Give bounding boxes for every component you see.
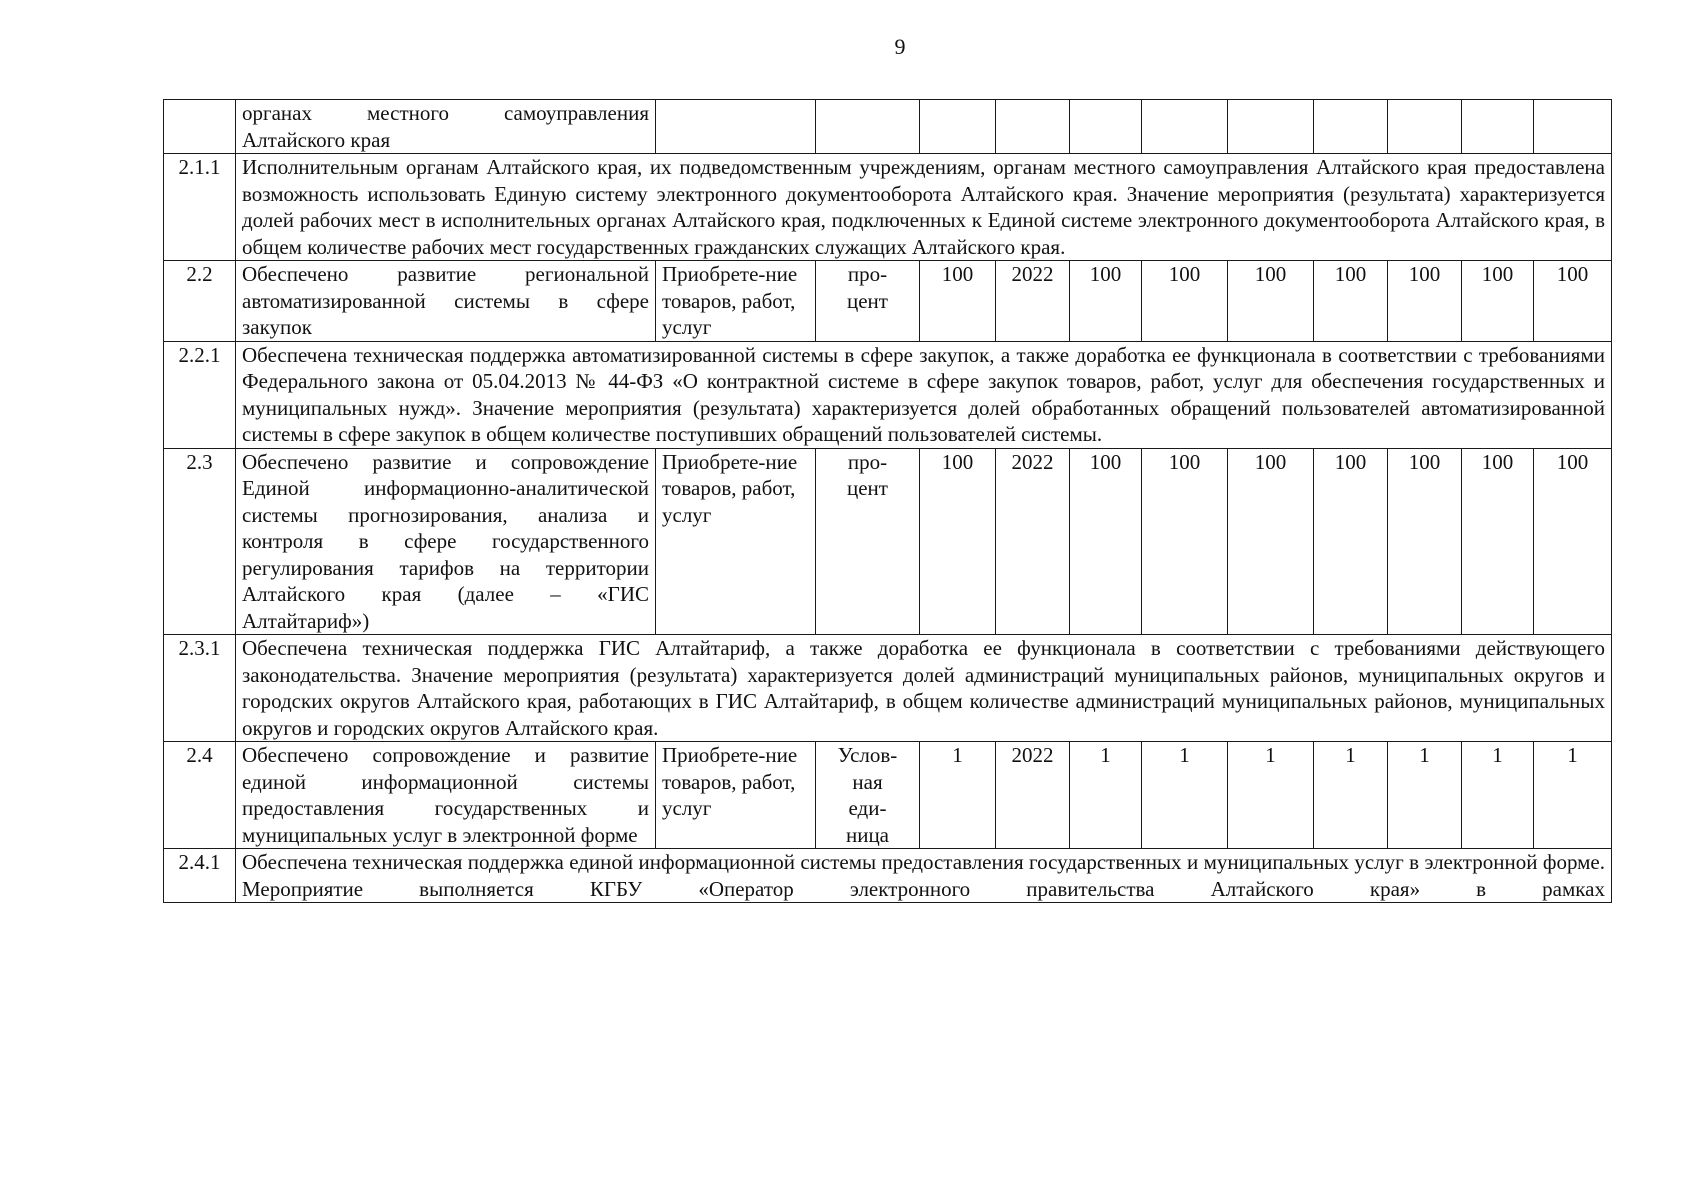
table-row <box>164 341 1612 448</box>
result-description: Обеспечено сопровождение и развитие единой информационной системы предоставления государственных и муниципальных услуг в электронной форме <box>236 742 656 849</box>
base-value: 1 <box>920 742 996 849</box>
base-year: 2022 <box>996 448 1070 635</box>
table-row <box>164 154 1612 261</box>
year-value: 1 <box>1142 742 1228 849</box>
year-value: 100 <box>1388 448 1462 635</box>
year-value: 1 <box>1388 742 1462 849</box>
base-value: 100 <box>920 448 996 635</box>
table-row <box>164 635 1612 742</box>
empty-cell <box>920 100 996 154</box>
result-description: органах местного самоуправления Алтайского края <box>236 100 656 154</box>
activity-description: Обеспечена техническая поддержка единой информационной системы предоставления государственных и муниципальных услуг в электронной форме. Мероприятие выполняется КГБУ «Оператор электронного правительства Алтайского края» в рамках <box>236 849 1612 903</box>
unit-of-measure: про-цент <box>816 261 920 342</box>
row-number-cell <box>164 100 236 154</box>
row-number: 2.2 <box>164 261 236 342</box>
activity-description: Исполнительным органам Алтайского края, их подведомственным учреждениям, органам местного самоуправления Алтайского края предоставлена возможность использовать Единую систему электронного документооборота Алтайского края. Значение мероприятия (результата) характеризуется долей рабочих мест в исполнительных органах Алтайского края, подключенных к Единой системе электронного документооборота Алтайского края, в общем количестве рабочих мест государственных гражданских служащих Алтайского края. <box>236 154 1612 261</box>
empty-cell <box>1388 100 1462 154</box>
empty-cell <box>1228 100 1314 154</box>
base-value: 100 <box>920 261 996 342</box>
row-number: 2.4.1 <box>164 849 236 903</box>
activity-description: Обеспечена техническая поддержка ГИС Алтайтариф, а также доработка ее функционала в соответствии с требованиями действующего законодательства. Значение мероприятия (результата) характеризуется долей администраций муниципальных районов, муниципальных округов и городских округов Алтайского края, работающих в ГИС Алтайтариф, в общем количестве администраций муниципальных районов, муниципальных округов и городских округов Алтайского края. <box>236 635 1612 742</box>
year-value: 100 <box>1462 448 1534 635</box>
table-row <box>164 448 1612 635</box>
page-number: 9 <box>894 34 906 59</box>
year-value: 1 <box>1462 742 1534 849</box>
table-row <box>164 100 1612 154</box>
table-row <box>164 849 1612 903</box>
activity-description: Обеспечена техническая поддержка автоматизированной системы в сфере закупок, а также доработка ее функционала в соответствии с требованиями Федерального закона от 05.04.2013 № 44-ФЗ «О контрактной системе в сфере закупок товаров, работ, услуг для обеспечения государственных и муниципальных нужд». Значение мероприятия (результата) характеризуется долей обработанных обращений пользователей автоматизированной системы в сфере закупок в общем количестве поступивших обращений пользователей системы. <box>236 341 1612 448</box>
year-value: 1 <box>1228 742 1314 849</box>
table-row <box>164 261 1612 342</box>
row-number: 2.3 <box>164 448 236 635</box>
row-number: 2.4 <box>164 742 236 849</box>
results-table <box>163 99 1612 903</box>
year-value: 1 <box>1070 742 1142 849</box>
year-value: 100 <box>1314 261 1388 342</box>
year-value: 100 <box>1314 448 1388 635</box>
result-description: Обеспечено развитие региональной автоматизированной системы в сфере закупок <box>236 261 656 342</box>
row-number: 2.2.1 <box>164 341 236 448</box>
unit-of-measure: про-цент <box>816 448 920 635</box>
row-number: 2.3.1 <box>164 635 236 742</box>
year-value: 100 <box>1142 261 1228 342</box>
year-value: 100 <box>1070 448 1142 635</box>
funding-source: Приобрете-ние товаров, работ, услуг <box>656 742 816 849</box>
empty-cell <box>816 100 920 154</box>
empty-cell <box>1534 100 1612 154</box>
row-number: 2.1.1 <box>164 154 236 261</box>
year-value: 100 <box>1388 261 1462 342</box>
empty-cell <box>1462 100 1534 154</box>
empty-cell <box>1314 100 1388 154</box>
year-value: 1 <box>1534 742 1612 849</box>
empty-cell <box>1070 100 1142 154</box>
base-year: 2022 <box>996 742 1070 849</box>
empty-cell <box>996 100 1070 154</box>
year-value: 100 <box>1228 261 1314 342</box>
year-value: 100 <box>1462 261 1534 342</box>
year-value: 1 <box>1314 742 1388 849</box>
year-value: 100 <box>1534 448 1612 635</box>
funding-source: Приобрете-ние товаров, работ, услуг <box>656 261 816 342</box>
year-value: 100 <box>1228 448 1314 635</box>
year-value: 100 <box>1534 261 1612 342</box>
result-description: Обеспечено развитие и сопровождение Единой информационно-аналитической системы прогнозирования, анализа и контроля в сфере государственного регулирования тарифов на территории Алтайского края (далее – «ГИС Алтайтариф») <box>236 448 656 635</box>
funding-source: Приобрете-ние товаров, работ, услуг <box>656 448 816 635</box>
unit-of-measure: Услов-ная еди-ница <box>816 742 920 849</box>
table-row <box>164 742 1612 849</box>
empty-cell <box>1142 100 1228 154</box>
year-value: 100 <box>1142 448 1228 635</box>
base-year: 2022 <box>996 261 1070 342</box>
empty-cell <box>656 100 816 154</box>
year-value: 100 <box>1070 261 1142 342</box>
